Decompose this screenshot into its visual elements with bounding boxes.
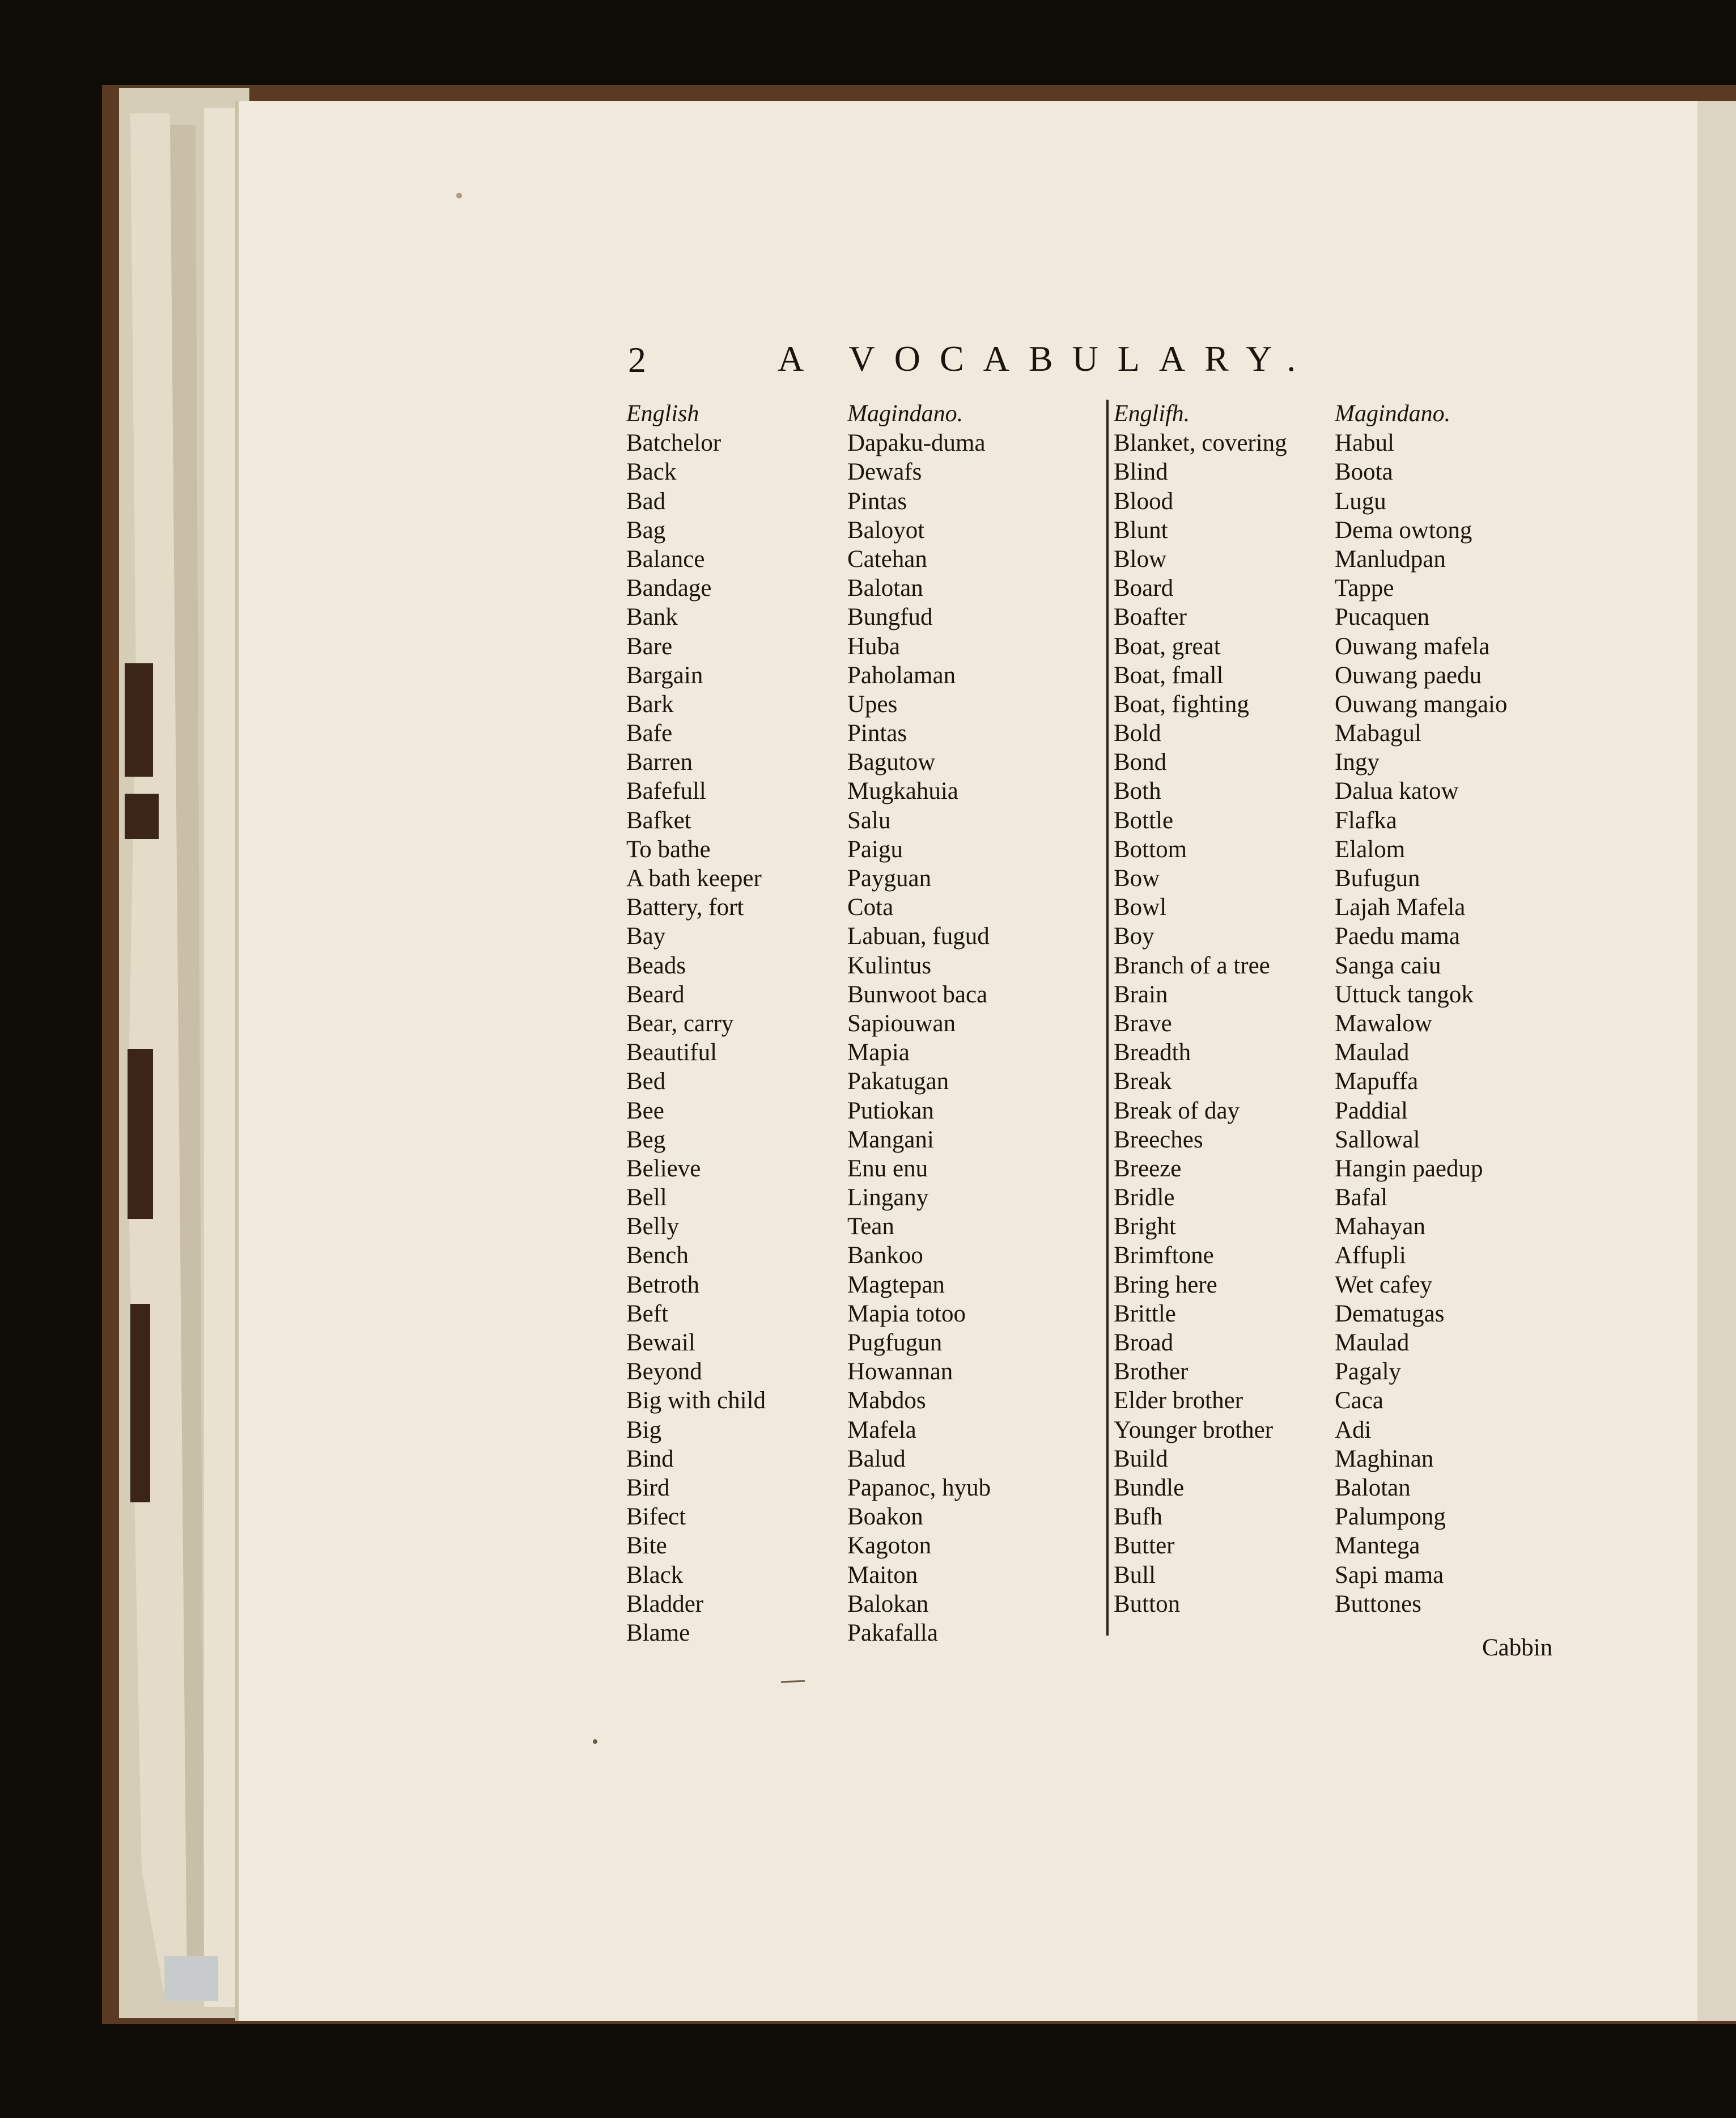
vocabulary-entry: Pintas [847, 720, 907, 747]
vocabulary-entry: Sanga caiu [1335, 952, 1441, 979]
vocabulary-entry: Boat, great [1114, 633, 1221, 660]
vocabulary-entry: Beg [626, 1126, 666, 1153]
vocabulary-entry: Bargain [626, 662, 703, 689]
vocabulary-entry: Paholaman [847, 662, 956, 689]
vocabulary-entry: Bed [626, 1068, 666, 1095]
vocabulary-entry: Hangin paedup [1335, 1155, 1483, 1182]
vocabulary-entry: Button [1114, 1590, 1181, 1617]
vocabulary-entry: Battery, fort [626, 894, 744, 921]
vocabulary-entry: Boat, fighting [1114, 691, 1249, 718]
vocabulary-entry: Bagutow [847, 749, 936, 776]
vocabulary-entry: Mawalow [1335, 1010, 1432, 1037]
vocabulary-entry: Bark [626, 691, 674, 718]
vocabulary-entry: Belly [626, 1213, 680, 1240]
vocabulary-entry: Bewail [626, 1329, 695, 1356]
vocabulary-entry: Balance [626, 545, 705, 573]
vocabulary-entry: Mugkahuia [847, 778, 958, 805]
vocabulary-entry: Brimftone [1114, 1242, 1214, 1269]
vocabulary-entry: Brave [1114, 1010, 1172, 1037]
vocabulary-entry: Bow [1114, 865, 1160, 892]
vocabulary-entry: Bifect [626, 1503, 686, 1531]
column-magindano-right [1335, 400, 1508, 1619]
vocabulary-entry: Boakon [847, 1503, 923, 1531]
vocabulary-entry: Bee [626, 1097, 664, 1124]
vocabulary-entry: Break [1114, 1068, 1172, 1095]
vocabulary-entry: Manludpan [1335, 545, 1446, 573]
vocabulary-entry: Ouwang mangaio [1335, 691, 1508, 718]
vocabulary-entry: Break of day [1114, 1097, 1240, 1124]
vocabulary-entry: Beautiful [626, 1039, 718, 1066]
vocabulary-entry: Ouwang mafela [1335, 633, 1490, 660]
vocabulary-entry: Ingy [1335, 749, 1380, 776]
vocabulary-entry: Breeze [1114, 1155, 1182, 1182]
vocabulary-entry: Bottle [1114, 807, 1174, 834]
page-number: 2 [628, 340, 646, 380]
vocabulary-entry: Boota [1335, 459, 1393, 486]
vocabulary-entry: Breeches [1114, 1126, 1203, 1153]
column-divider-rule [1106, 400, 1109, 1636]
column-english-right [1114, 400, 1287, 1619]
vocabulary-entry: Mapuffa [1335, 1068, 1419, 1095]
vocabulary-entry: Bay [626, 923, 666, 950]
vocabulary-entry: Enu enu [847, 1155, 928, 1182]
vocabulary-entry: Back [626, 459, 677, 486]
vocabulary-entry: Balotan [1335, 1474, 1411, 1501]
vocabulary-entry: Bag [626, 516, 666, 544]
vocabulary-entry: Pintas [847, 488, 907, 515]
vocabulary-entry: Beads [626, 952, 686, 979]
vocabulary-entry: Payguan [847, 865, 932, 892]
vocabulary-entry: Pagaly [1335, 1358, 1402, 1386]
vocabulary-entry: Bench [626, 1242, 689, 1269]
vocabulary-entry: Broad [1114, 1329, 1174, 1356]
vocabulary-entry: Bungfud [847, 604, 933, 631]
vocabulary-entry: Big with child [626, 1387, 766, 1414]
vocabulary-entry: Dapaku-duma [847, 430, 986, 457]
vocabulary-entry: Papanoc, hyub [847, 1474, 991, 1501]
vocabulary-entry: Blow [1114, 545, 1167, 573]
vocabulary-entry: Blind [1114, 459, 1168, 486]
vocabulary-entry: Lingany [847, 1184, 929, 1212]
vocabulary-entry: Howannan [847, 1358, 953, 1386]
vocabulary-entry: Mabdos [847, 1387, 926, 1414]
vocabulary-entry: Bowl [1114, 894, 1167, 921]
vocabulary-entry: Caca [1335, 1387, 1383, 1414]
vocabulary-entry: Mapia [847, 1039, 910, 1066]
vocabulary-entry: Blanket, covering [1114, 430, 1287, 457]
vocabulary-entry: Elalom [1335, 836, 1406, 863]
column-magindano-left [847, 400, 991, 1647]
vocabulary-entry: Affupli [1335, 1242, 1406, 1269]
column-english-left [626, 400, 766, 1647]
vocabulary-entry: Flafka [1335, 807, 1397, 834]
vocabulary-entry: Magtepan [847, 1271, 945, 1298]
vocabulary-entry: Mabagul [1335, 720, 1421, 747]
vocabulary-entry: Boafter [1114, 604, 1187, 631]
vocabulary-entry: Palumpong [1335, 1503, 1446, 1531]
vocabulary-entry: Catehan [847, 545, 927, 573]
vocabulary-entry: Bufh [1114, 1503, 1162, 1531]
vocabulary-entry: Baloyot [847, 516, 925, 544]
vocabulary-entry: Bond [1114, 749, 1167, 776]
vocabulary-entry: Branch of a tree [1114, 952, 1270, 979]
vocabulary-entry: Bafket [626, 807, 691, 834]
vocabulary-entry: Upes [847, 691, 898, 718]
vocabulary-entry: Pakatugan [847, 1068, 949, 1095]
column-header: English [626, 401, 699, 427]
vocabulary-entry: Maghinan [1335, 1445, 1434, 1472]
vocabulary-entry: Mafela [847, 1416, 916, 1443]
vocabulary-entry: Bandage [626, 575, 712, 602]
vocabulary-entry: Sapi mama [1335, 1561, 1444, 1588]
vocabulary-entry: Bad [626, 488, 666, 515]
vocabulary-entry: Boy [1114, 923, 1154, 950]
vocabulary-entry: Blame [626, 1619, 690, 1646]
vocabulary-entry: Believe [626, 1155, 701, 1182]
vocabulary-entry: Betroth [626, 1271, 699, 1298]
column-header: Englifh. [1114, 401, 1190, 427]
vocabulary-entry: Bare [626, 633, 673, 660]
vocabulary-entry: Beft [626, 1300, 669, 1327]
vocabulary-entry: Bafal [1335, 1184, 1388, 1212]
vocabulary-entry: Dalua katow [1335, 778, 1459, 805]
vocabulary-entry: Bridle [1114, 1184, 1175, 1212]
vocabulary-entry: Bladder [626, 1590, 704, 1617]
vocabulary-entry: Build [1114, 1445, 1168, 1472]
vocabulary-entry: Paedu mama [1335, 923, 1460, 950]
vocabulary-entry: Blunt [1114, 516, 1168, 544]
vocabulary-entry: Mahayan [1335, 1213, 1425, 1240]
vocabulary-entry: Habul [1335, 430, 1395, 457]
vocabulary-entry: Beyond [626, 1358, 702, 1386]
vocabulary-entry: Kagoton [847, 1532, 932, 1560]
vocabulary-entry: Mantega [1335, 1532, 1420, 1560]
vocabulary-entry: Dewafs [847, 459, 922, 486]
vocabulary-entry: To bathe [626, 836, 711, 863]
vocabulary-entry: Beard [626, 981, 685, 1008]
vocabulary-entry: Bafefull [626, 778, 706, 805]
vocabulary-entry: Elder brother [1114, 1387, 1243, 1414]
vocabulary-entry: Boat, fmall [1114, 662, 1224, 689]
vocabulary-entry: Bright [1114, 1213, 1176, 1240]
vocabulary-entry: Paigu [847, 836, 903, 863]
vocabulary-entry: Mangani [847, 1126, 934, 1153]
column-header: Magindano. [1335, 401, 1451, 427]
vocabulary-entry: Bafe [626, 720, 673, 747]
vocabulary-entry: Black [626, 1561, 684, 1588]
vocabulary-entry: Bunwoot baca [847, 981, 988, 1008]
catchword: Cabbin [1482, 1634, 1553, 1661]
vocabulary-entry: Cota [847, 894, 894, 921]
vocabulary-entry: Board [1114, 575, 1174, 602]
vocabulary-entry: Maiton [847, 1561, 918, 1588]
vocabulary-entry: Both [1114, 778, 1161, 805]
vocabulary-entry: Pakafalla [847, 1619, 938, 1646]
vocabulary-entry: Pucaquen [1335, 604, 1430, 631]
vocabulary-entry: Labuan, fugud [847, 923, 990, 950]
vocabulary-entry: Brother [1114, 1358, 1189, 1386]
vocabulary-entry: Sapiouwan [847, 1010, 956, 1037]
vocabulary-entry: Blood [1114, 488, 1174, 515]
page-tab [125, 663, 153, 777]
vocabulary-entry: Tappe [1335, 575, 1394, 602]
vocabulary-entry: Big [626, 1416, 662, 1443]
vocabulary-entry: Lajah Mafela [1335, 894, 1466, 921]
column-header: Magindano. [847, 401, 963, 427]
vocabulary-entry: Bank [626, 604, 678, 631]
vocabulary-entry: Bold [1114, 720, 1161, 747]
vocabulary-entry: Batchelor [626, 430, 721, 457]
vocabulary-entry: Younger brother [1114, 1416, 1274, 1443]
vocabulary-entry: Breadth [1114, 1039, 1191, 1066]
vocabulary-entry: Bite [626, 1532, 667, 1560]
vocabulary-entry: Huba [847, 633, 901, 660]
vocabulary-entry: Brittle [1114, 1300, 1176, 1327]
vocabulary-entry: Balud [847, 1445, 906, 1472]
vocabulary-entry: Balotan [847, 575, 923, 602]
vocabulary-entry: Bear, carry [626, 1010, 734, 1037]
running-head: A VOCABULARY. [778, 338, 1315, 379]
vocabulary-entry: Pugfugun [847, 1329, 943, 1356]
vocabulary-entry: Bull [1114, 1561, 1156, 1588]
vocabulary-entry: A bath keeper [626, 865, 762, 892]
vocabulary-entry: Bankoo [847, 1242, 923, 1269]
vocabulary-entry: Paddial [1335, 1097, 1408, 1124]
vocabulary-entry: Bring here [1114, 1271, 1217, 1298]
vocabulary-entry: Maulad [1335, 1039, 1410, 1066]
vocabulary-entry: Sallowal [1335, 1126, 1420, 1153]
vocabulary-entry: Bundle [1114, 1474, 1185, 1501]
vocabulary-entry: Bottom [1114, 836, 1187, 863]
vocabulary-entry: Salu [847, 807, 891, 834]
vocabulary-entry: Dematugas [1335, 1300, 1445, 1327]
vocabulary-entry: Buttones [1335, 1590, 1421, 1617]
vocabulary-entry: Mapia totoo [847, 1300, 966, 1327]
vocabulary-entry: Bind [626, 1445, 674, 1472]
vocabulary-entry: Balokan [847, 1590, 929, 1617]
vocabulary-entry: Maulad [1335, 1329, 1410, 1356]
vocabulary-entry: Barren [626, 749, 693, 776]
vocabulary-entry: Uttuck tangok [1335, 981, 1474, 1008]
vocabulary-entry: Ouwang paedu [1335, 662, 1482, 689]
vocabulary-entry: Bird [626, 1474, 670, 1501]
vocabulary-entry: Wet cafey [1335, 1271, 1432, 1298]
vocabulary-entry: Butter [1114, 1532, 1175, 1560]
vocabulary-entry: Dema owtong [1335, 516, 1472, 544]
vocabulary-entry: Adi [1335, 1416, 1372, 1443]
vocabulary-entry: Bufugun [1335, 865, 1420, 892]
vocabulary-entry: Kulintus [847, 952, 932, 979]
vocabulary-entry: Brain [1114, 981, 1168, 1008]
vocabulary-entry: Lugu [1335, 488, 1386, 515]
vocabulary-entry: Tean [847, 1213, 894, 1240]
vocabulary-entry: Bell [626, 1184, 667, 1212]
vocabulary-entry: Putiokan [847, 1097, 934, 1124]
